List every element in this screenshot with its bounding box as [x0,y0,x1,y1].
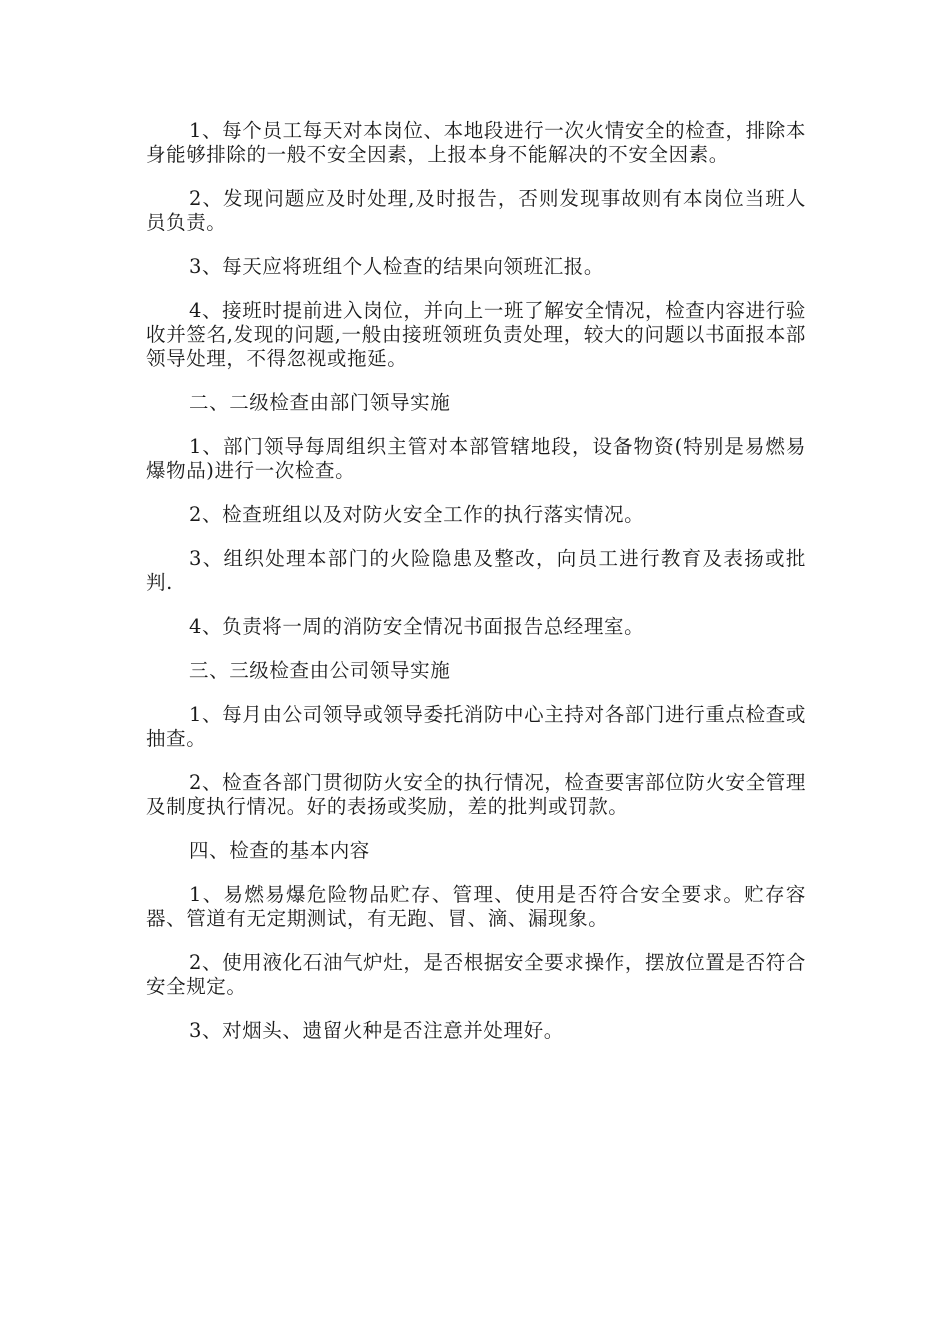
paragraph-dept-2: 2、检查班组以及对防火安全工作的执行落实情况。 [189,503,645,526]
paragraph-company-2: 2、检查各部门贯彻防火安全的执行情况，检查要害部位防火安全管理及制度执行情况。好的表扬或奖励，差的批判或罚款。 [146,771,806,818]
paragraph-check-4: 4、接班时提前进入岗位，并向上一班了解安全情况，检查内容进行验收并签名,发现的问题,一般由接班领班负责处理，较大的问题以书面报本部领导处理，不得忽视或拖延。 [146,299,806,370]
document-body [146,119,806,1063]
paragraph-check-3: 3、每天应将班组个人检查的结果向领班汇报。 [189,255,605,278]
paragraph-dept-4: 4、负责将一周的消防安全情况书面报告总经理室。 [189,615,645,638]
section-heading-level-2: 二、二级检查由部门领导实施 [189,391,451,414]
paragraph-check-2: 2、发现问题应及时处理,及时报告，否则发现事故则有本岗位当班人员负责。 [146,187,806,234]
paragraph-content-3: 3、对烟头、遗留火种是否注意并处理好。 [189,1019,564,1042]
section-heading-level-3: 三、三级检查由公司领导实施 [189,659,451,682]
paragraph-company-1: 1、每月由公司领导或领导委托消防中心主持对各部门进行重点检查或抽查。 [146,703,806,750]
paragraph-content-1: 1、易燃易爆危险物品贮存、管理、使用是否符合安全要求。贮存容器、管道有无定期测试，有无跑、冒、滴、漏现象。 [146,883,806,930]
paragraph-dept-1: 1、部门领导每周组织主管对本部管辖地段，设备物资(特别是易燃易爆物品)进行一次检查。 [146,435,806,482]
paragraph-content-2: 2、使用液化石油气炉灶，是否根据安全要求操作，摆放位置是否符合安全规定。 [146,951,806,998]
section-heading-basic-content: 四、检查的基本内容 [189,839,370,862]
paragraph-check-1: 1、每个员工每天对本岗位、本地段进行一次火情安全的检查，排除本身能够排除的一般不安全因素，上报本身不能解决的不安全因素。 [146,119,806,166]
paragraph-dept-3: 3、组织处理本部门的火险隐患及整改，向员工进行教育及表扬或批判. [146,547,806,594]
